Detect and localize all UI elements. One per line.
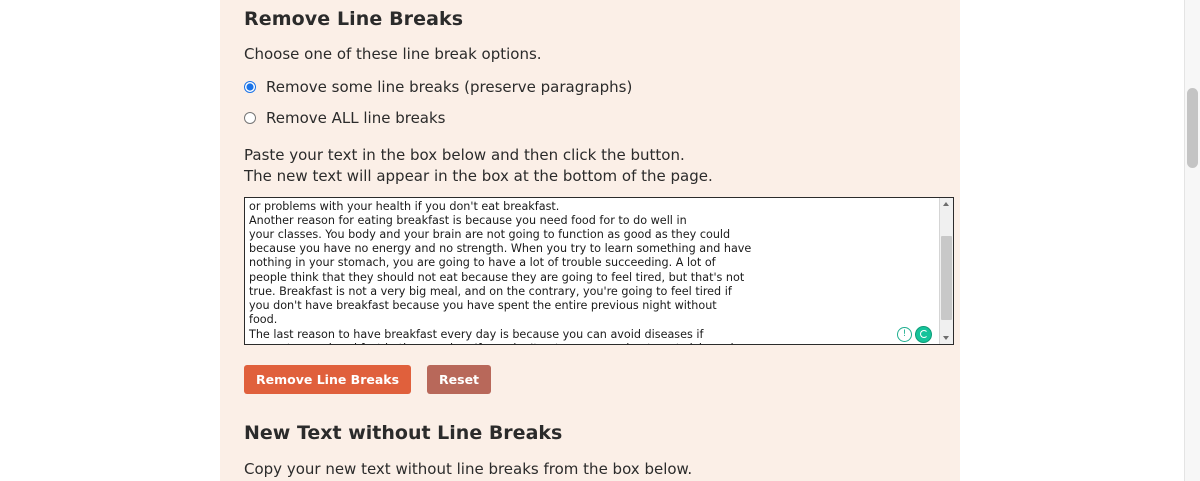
page-title: Remove Line Breaks	[244, 8, 464, 30]
textarea-scrollbar[interactable]	[939, 198, 953, 344]
radio-option-preserve-paragraphs[interactable]	[232, 65, 960, 96]
action-buttons-row	[232, 349, 960, 394]
instructions-line-2: The new text will appear in the box at the bottom of the page.	[244, 167, 713, 186]
scroll-up-arrow-icon[interactable]	[940, 198, 953, 210]
instructions-line-1: Paste your text in the box below and then click the button.	[244, 146, 685, 164]
radio-option-remove-all[interactable]	[232, 96, 960, 127]
radio-label-preserve-paragraphs: Remove some line breaks (preserve paragraphs)	[266, 78, 633, 96]
radio-input-remove-all[interactable]	[244, 112, 256, 124]
radio-input-preserve-paragraphs[interactable]	[244, 81, 256, 93]
input-textarea-wrapper	[244, 197, 954, 349]
page-scrollbar[interactable]	[1184, 0, 1200, 481]
radio-label-remove-all: Remove ALL line breaks	[266, 109, 446, 127]
content-panel	[220, 0, 960, 481]
bulb-icon[interactable]: !	[897, 327, 912, 342]
remove-line-breaks-button[interactable]: Remove Line Breaks	[244, 365, 411, 394]
page-scrollbar-thumb[interactable]	[1187, 88, 1198, 168]
options-lead-text: Choose one of these line break options.	[244, 45, 542, 63]
grammarly-icon[interactable]	[915, 326, 932, 343]
output-section-lead: Copy your new text without line breaks from the box below.	[244, 459, 693, 478]
textarea-scrollbar-thumb[interactable]	[941, 236, 952, 320]
source-text-input[interactable]	[244, 197, 954, 345]
grammarly-widget[interactable]	[897, 326, 932, 343]
output-section-title: New Text without Line Breaks	[244, 421, 563, 444]
reset-button[interactable]: Reset	[427, 365, 491, 394]
scroll-down-arrow-icon[interactable]	[940, 332, 953, 344]
